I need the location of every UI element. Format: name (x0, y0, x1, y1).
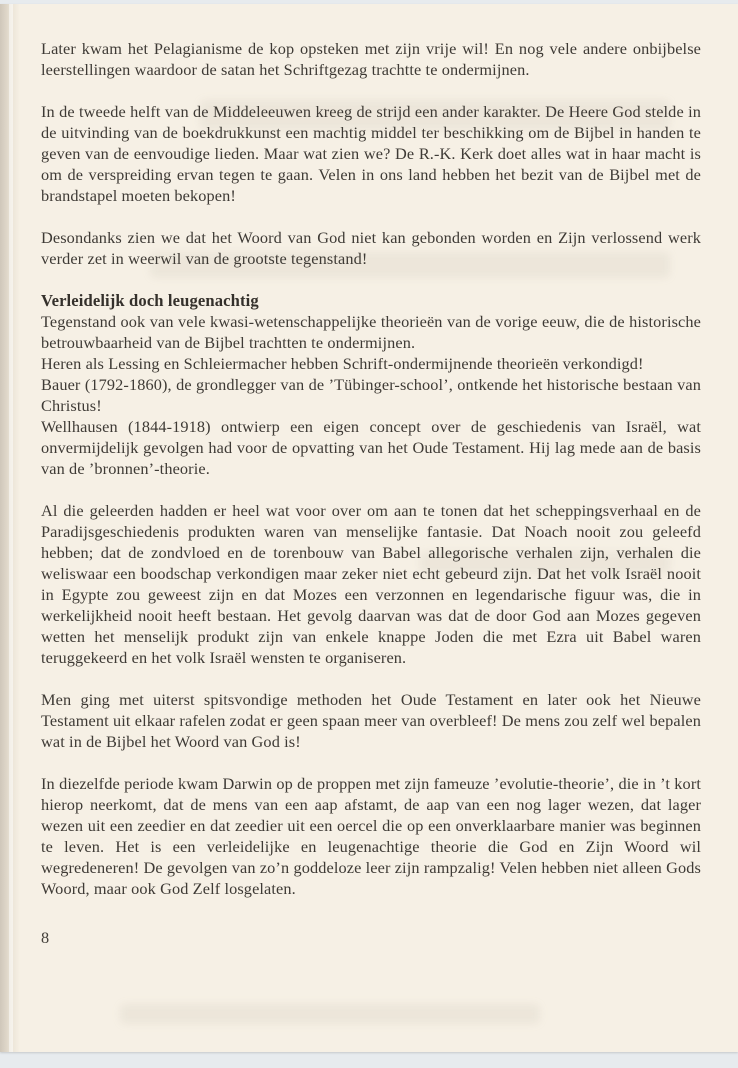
paragraph-desondanks: Desondanks zien we dat het Woord van God niet kan gebonden worden en Zijn verlossend werk verder zet in weerwil van de grootste tegenstand! (41, 228, 701, 268)
paragraph-pelagianisme: Later kwam het Pelagianisme de kop opsteken met zijn vrije wil! En nog vele andere onbijbelse leerstellingen waardoor de satan het Schriftgezag trachtte te ondermijnen. (41, 39, 701, 79)
paragraph-spitsvondige-methoden: Men ging met uiterst spitsvondige methoden het Oude Testament en later ook het Nieuwe Testament uit elkaar rafelen zodat er geen spaan meer van overbleef! De mens zou zelf wel bepalen wat in de Bijbel het Woord van God is! (41, 690, 701, 751)
paragraph-lessing-schleiermacher: Heren als Lessing en Schleiermacher hebben Schrift-ondermijnende theorieën verkondigd! (41, 354, 644, 373)
paragraph-darwin: In diezelfde periode kwam Darwin op de proppen met zijn fameuze ’evolutie-theorie’, die in ’t kort hierop neerkomt, dat de mens van een aap afstamt, de aap van een nog lager wezen, dat lager wezen uit een zeedier en dat zeedier uit een oercel die op een onverklaarbare manier was beginnen te leven. Het is een verleidelijke en leugenachtige theorie die God en Zijn Woord wil wegredeneren! De gevolgen van zo’n goddeloze leer zijn rampzalig! Velen hebben niet alleen Gods Woord, maar ook God Zelf losgelaten. (41, 774, 701, 898)
text-column (41, 38, 701, 948)
paragraph-bauer: Bauer (1792-1860), de grondlegger van de ’Tübinger-school’, ontkende het historische bestaan van Christus! (41, 375, 701, 415)
book-page (0, 4, 738, 1052)
print-bleedthrough-artifact (120, 1004, 540, 1024)
paragraph-geleerden: Al die geleerden hadden er heel wat voor over om aan te tonen dat het scheppingsverhaal en de Paradijsgeschiedenis produkten waren van menselijke fantasie. Dat Noach nooit zou geleefd hebben; dat de zondvloed en de torenbouw van Babel allegorische verhalen zijn, verhalen die weliswaar een boodschap verkondigen maar zeker niet echt gebeurd zijn. Dat het volk Israël nooit in Egypte zou geweest zijn en dat Mozes een verzonnen en legendarische figuur was, die in werkelijkheid nooit heeft bestaan. Het gevolg daarvan was dat de door God aan Mozes gegeven wetten het menselijk produkt zijn van enkele knappe Joden die met Ezra uit Babel waren teruggekeerd en het volk Israël wensten te organiseren. (41, 501, 701, 667)
paragraph-middeleeuwen: In de tweede helft van de Middeleeuwen kreeg de strijd een ander karakter. De Heere God stelde in de uitvinding van de boekdrukkunst een machtig middel ter beschikking om de Bijbel in handen te geven van de eenvoudige lieden. Maar wat zien we? De R.-K. Kerk doet alles wat in haar macht is om de verspreiding ervan tegen te gaan. Velen in ons land hebben het bezit van de Bijbel met de brandstapel moeten bekopen! (41, 102, 701, 205)
paragraph-wellhausen: Wellhausen (1844-1918) ontwierp een eigen concept over de geschiedenis van Israël, wat onvermijdelijk gevolgen had voor de opvatting van het Oude Testament. Hij lag mede aan de basis van de ’bronnen’-theorie. (41, 417, 701, 478)
page-edge-highlight (9, 4, 13, 1052)
paragraph-tegenstand: Tegenstand ook van vele kwasi-wetenschappelijke theorieën van de vorige eeuw, die de historische betrouwbaarheid van de Bijbel trachtten te ondermijnen. (41, 312, 701, 352)
page-number: 8 (41, 928, 50, 947)
section-heading: Verleidelijk doch leugenachtig (41, 291, 259, 310)
